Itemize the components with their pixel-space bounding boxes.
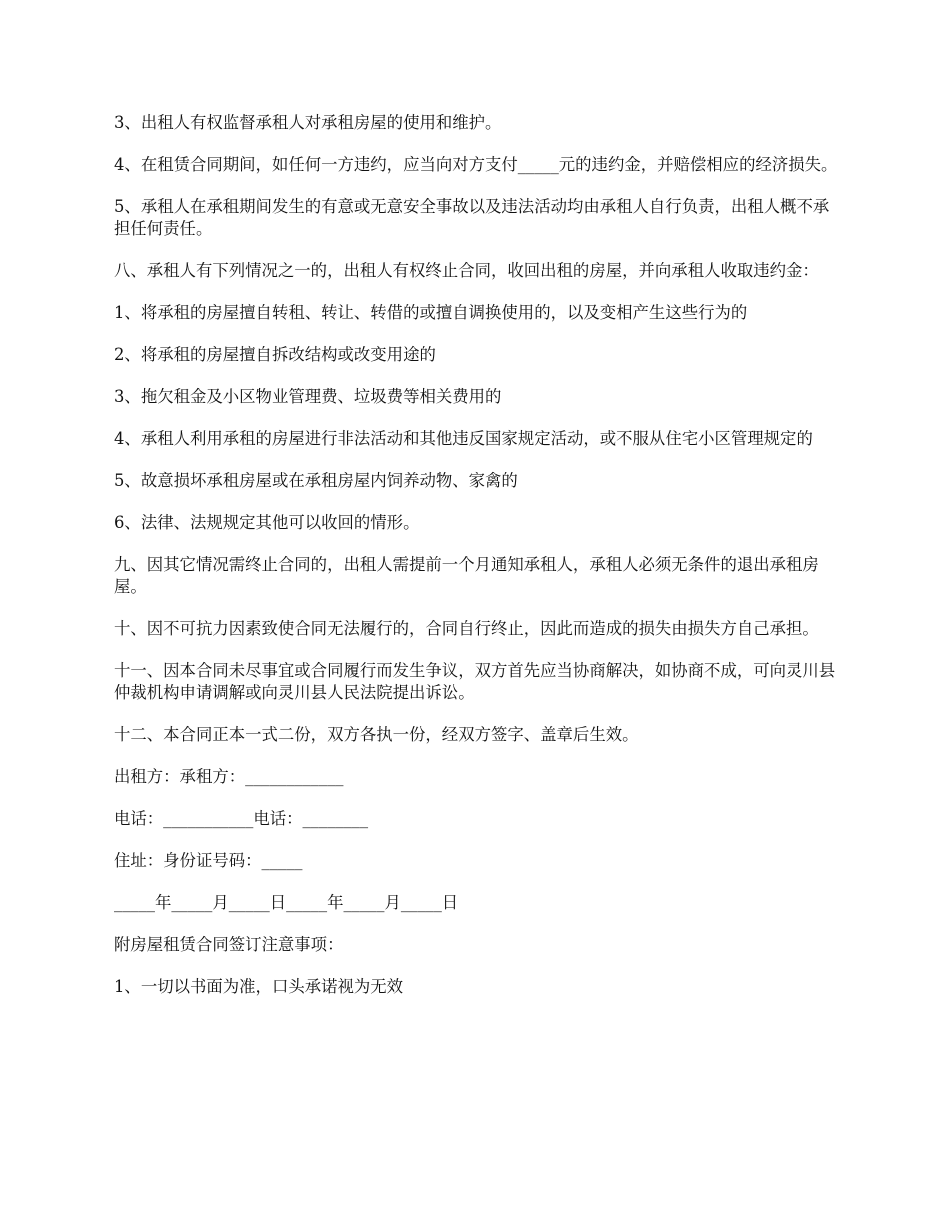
date-line: _____年_____月_____日_____年_____月_____日 [114, 893, 459, 912]
clause-paragraph: 2、将承租的房屋擅自拆改结构或改变用途的 [114, 345, 436, 364]
clause-paragraph: 3、出租人有权监督承租人对承租房屋的使用和维护。 [114, 113, 502, 132]
address-id-line: 住址：身份证号码：_____ [114, 851, 303, 870]
clause-paragraph: 1、将承租的房屋擅自转租、转让、转借的或擅自调换使用的，以及变相产生这些行为的 [114, 303, 748, 322]
clause-paragraph: 6、法律、法规规定其他可以收回的情形。 [114, 513, 420, 532]
clause-paragraph: 4、在租赁合同期间，如任何一方违约，应当向对方支付_____元的违约金，并赔偿相应的经济损失。 [114, 155, 838, 174]
signature-parties-line: 出租方：承租方：____________ [114, 767, 344, 786]
section-heading-paragraph: 八、承租人有下列情况之一的，出租人有权终止合同，收回出租的房屋，并向承租人收取违约金： [114, 261, 819, 280]
section-paragraph: 十二、本合同正本一式二份，双方各执一份，经双方签字、盖章后生效。 [114, 725, 639, 744]
clause-paragraph: 3、拖欠租金及小区物业管理费、垃圾费等相关费用的 [114, 387, 502, 406]
notes-heading: 附房屋租赁合同签订注意事项： [114, 935, 344, 954]
document-body [114, 112, 844, 1018]
phone-line: 电话：___________电话：________ [114, 809, 369, 828]
section-paragraph: 九、因其它情况需终止合同的，出租人需提前一个月通知承租人，承租人必须无条件的退出承租房屋。 [114, 555, 819, 596]
section-paragraph: 十、因不可抗力因素致使合同无法履行的，合同自行终止，因此而造成的损失由损失方自己承担。 [114, 619, 819, 638]
clause-paragraph: 5、故意损坏承租房屋或在承租房屋内饲养动物、家禽的 [114, 471, 518, 490]
note-item: 1、一切以书面为准，口头承诺视为无效 [114, 977, 404, 996]
section-paragraph: 十一、因本合同未尽事宜或合同履行而发生争议，双方首先应当协商解决，如协商不成，可向灵川县仲裁机构申请调解或向灵川县人民法院提出诉讼。 [114, 661, 836, 702]
clause-paragraph: 5、承租人在承租期间发生的有意或无意安全事故以及违法活动均由承租人自行负责，出租人概不承担任何责任。 [114, 197, 830, 238]
clause-paragraph: 4、承租人利用承租的房屋进行非法活动和其他违反国家规定活动，或不服从住宅小区管理规定的 [114, 429, 813, 448]
